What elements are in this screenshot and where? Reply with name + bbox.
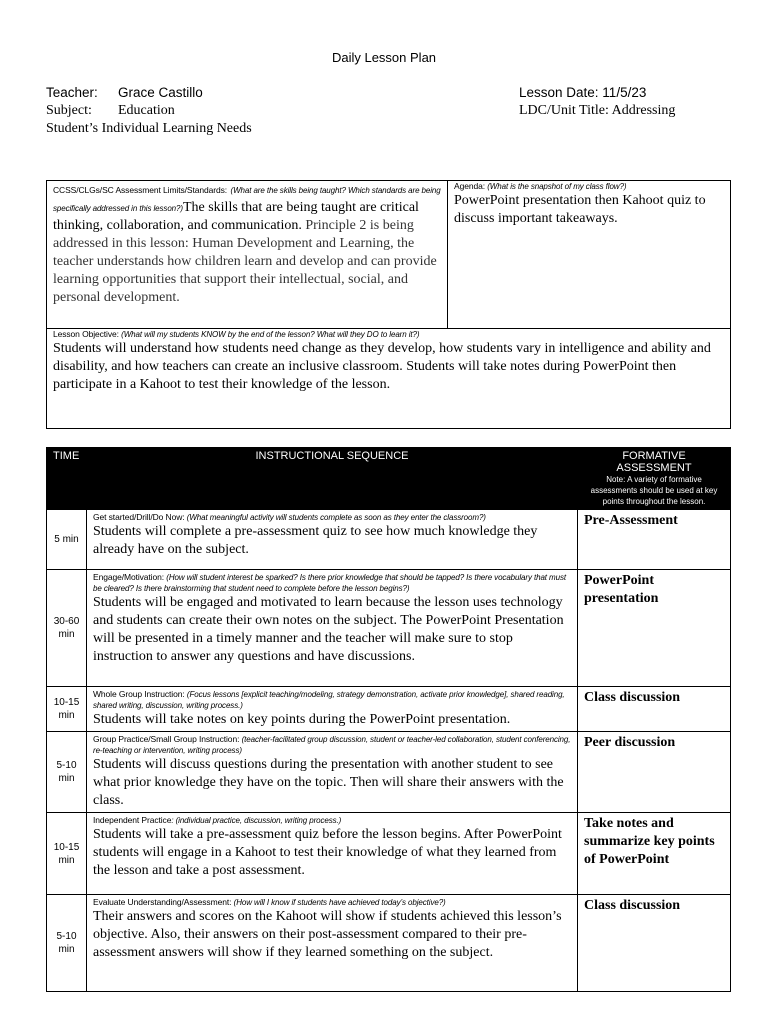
table-row	[47, 570, 731, 687]
standards-text-1: The skills that are being taught are critical thinking, collaboration, and communication.	[53, 200, 419, 233]
step-label: Engage/Motivation:	[93, 572, 164, 582]
table-row	[47, 732, 731, 813]
step-prompt: : (individual practice, discussion, writing process.)	[171, 816, 342, 825]
assessment-cell: Class discussion	[578, 687, 731, 732]
standards-label: CCSS/CLGs/SC Assessment Limits/Standards:	[53, 185, 227, 195]
document-title: Daily Lesson Plan	[331, 50, 437, 65]
step-text: Students will be engaged and motivated to learn because the lesson uses technology and students can create their own notes on the subject. The PowerPoint Presentation will be presented in a timely manner and the teacher will make sure to stop instruction to answer any questions and have discussions.	[93, 595, 564, 664]
objective-cell	[47, 329, 731, 429]
objective-label: Lesson Objective:	[53, 329, 119, 339]
sequence-cell	[87, 510, 578, 570]
header-right	[519, 84, 675, 120]
standards-cell	[47, 181, 448, 329]
step-text: Their answers and scores on the Kahoot will show if students achieved this lesson’s objective. Also, their answers on their post-assessment compared to their pre-assessment answers will show if they learned something on the subject.	[93, 909, 562, 960]
sequence-cell	[87, 813, 578, 895]
assessment-cell: Take notes and summarize key points of PowerPoint	[578, 813, 731, 895]
step-label: Whole Group Instruction:	[93, 689, 185, 699]
step-text: Students will take notes on key points during the PowerPoint presentation.	[93, 712, 511, 727]
step-text: Students will complete a pre-assessment quiz to see how much knowledge they already have on the subject.	[93, 524, 538, 557]
subject-value: Education	[118, 103, 175, 118]
sequence-cell	[87, 687, 578, 732]
time-cell: 30-60 min	[47, 570, 87, 687]
teacher-name: Grace Castillo	[118, 85, 203, 100]
objective-text: Students will understand how students need change as they develop, how students vary in intelligence and ability and disability, and how teachers can create an inclusive classroom. Students will take notes during PowerPoint then participate in a Kahoot to test their knowledge of the lesson.	[53, 341, 711, 392]
step-text: Students will take a pre-assessment quiz before the lesson begins. After PowerPoint students will engage in a Kahoot to test their knowledge of what they learned from the lesson and take a post assessment.	[93, 827, 562, 878]
step-prompt: (teacher-facilitated group discussion, student or teacher-led collaboration, student conferencing, re-teaching or intervention, writing process)	[93, 735, 571, 755]
sequence-cell	[87, 732, 578, 813]
lesson-date: Lesson Date: 11/5/23	[519, 85, 647, 100]
step-prompt: (Focus lessons [explicit teaching/modeling, strategy demonstration, activate prior knowledge], shared reading, shared writing, discussion, writing process.)	[93, 690, 565, 710]
assessment-header-label: FORMATIVE ASSESSMENT	[616, 450, 692, 474]
header-left	[46, 84, 252, 138]
step-text: Students will discuss questions during the presentation with another student to see what prior knowledge they have on the topic. Then will share their answers with the class.	[93, 757, 564, 808]
objective-prompt: (What will my students KNOW by the end of the lesson? What will they DO to learn it?)	[121, 330, 420, 339]
step-prompt: (What meaningful activity will students complete as soon as they enter the classroom?)	[186, 513, 486, 522]
table-row	[47, 813, 731, 895]
sequence-cell	[87, 895, 578, 992]
step-label: Independent Practice	[93, 815, 172, 825]
standards-prompt: (What are the skills being taught? Which standards are being specifically addressed in this lesson?)	[53, 186, 441, 213]
time-cell: 10-15 min	[47, 813, 87, 895]
assessment-cell: PowerPoint presentation	[578, 570, 731, 687]
step-label: Group Practice/Small Group Instruction:	[93, 734, 240, 744]
learning-needs: Student’s Individual Learning Needs	[46, 121, 252, 136]
step-prompt: (How will student interest be sparked? Is there prior knowledge that should be tapped? Is there vocabulary that must be cleared? Is there brainstorming that student need to complete before the lesson begins?)	[93, 573, 566, 593]
step-prompt: (How will I know if students have achieved today’s objective?)	[233, 898, 446, 907]
assessment-cell: Peer discussion	[578, 732, 731, 813]
time-cell: 5 min	[47, 510, 87, 570]
agenda-prompt: (What is the snapshot of my class flow?)	[487, 182, 627, 191]
table-row	[47, 687, 731, 732]
lesson-overview-table	[46, 180, 731, 429]
time-cell: 10-15 min	[47, 687, 87, 732]
agenda-label: Agenda:	[454, 181, 485, 191]
agenda-text: PowerPoint presentation then Kahoot quiz to discuss important takeaways.	[454, 193, 706, 226]
table-row	[47, 510, 731, 570]
step-label: Get started/Drill/Do Now:	[93, 512, 185, 522]
teacher-row	[46, 84, 252, 102]
subject-label: Subject:	[46, 103, 92, 118]
step-label: Evaluate Understanding/Assessment:	[93, 897, 232, 907]
sequence-cell	[87, 570, 578, 687]
assessment-header-note: Note: A variety of formative assessments should be used at key points throughout the lesson.	[590, 475, 718, 506]
teacher-label: Teacher:	[46, 85, 98, 100]
table-row	[47, 895, 731, 992]
subject-row	[46, 102, 252, 120]
instructional-sequence-table	[46, 447, 731, 992]
time-cell: 5-10 min	[47, 895, 87, 992]
column-header-sequence: INSTRUCTIONAL SEQUENCE	[87, 448, 578, 510]
column-header-time: TIME	[47, 448, 87, 510]
time-cell: 5-10 min	[47, 732, 87, 813]
standards-text-2: Principle 2 is being addressed in this lesson: Human Development and Learning, the teacher understands how children learn and develop and can provide learning opportunities that support their intellectual, social, and personal development.	[53, 218, 437, 305]
column-header-assessment	[578, 448, 731, 510]
assessment-cell: Pre-Assessment	[578, 510, 731, 570]
unit-title: LDC/Unit Title: Addressing	[519, 103, 676, 118]
agenda-cell	[448, 181, 731, 329]
assessment-cell: Class discussion	[578, 895, 731, 992]
